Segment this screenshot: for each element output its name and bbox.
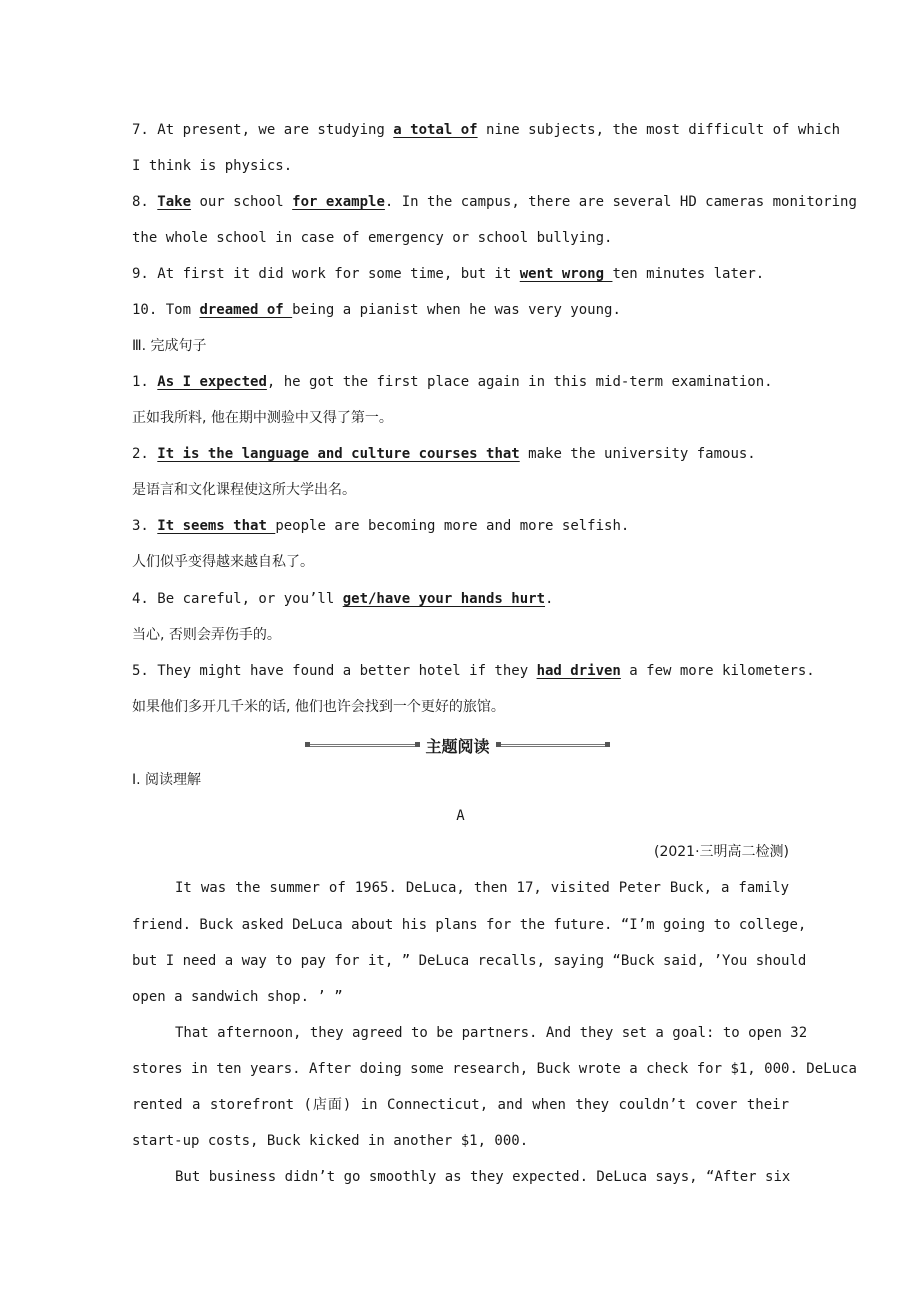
answer-blank: It seems that [157,518,276,534]
paragraph-line: rented a storefront (店面) in Connecticut, and when they couldn’t cover their [132,1097,789,1113]
passage-source: (2021·三明高二检测) [653,844,789,860]
section-3-heading: Ⅲ. 完成句子 [132,338,207,354]
item-text: , he got the first place again in this mid-term examination. [266,374,773,390]
sentence-5-chinese: 如果他们多开几千米的话, 他们也许会找到一个更好的旅馆。 [132,699,505,715]
item-number: 8. [132,194,158,210]
item-number: 3. [132,518,158,534]
answer-blank: dreamed of [199,302,293,318]
paragraph-line: but I need a way to pay for it, ” DeLuca recalls, saying “Buck said, ’You should [132,953,807,969]
item-7 [132,120,841,140]
item-number: 1. [132,374,158,390]
sentence-5 [132,661,815,681]
answer-blank: Take [157,194,192,210]
paragraph-line: It was the summer of 1965. DeLuca, then 17, visited Peter Buck, a family [175,880,789,896]
paragraph-line: open a sandwich shop. ’ ” [132,989,343,1005]
item-9 [132,264,789,284]
answer-blank: had driven [536,663,621,679]
sentence-4-chinese: 当心, 否则会弄伤手的。 [132,627,281,643]
sentence-1-chinese: 正如我所料, 他在期中测验中又得了第一。 [132,410,393,426]
item-text: our school [191,194,293,210]
answer-blank: went wrong [519,266,613,282]
item-number: 2. [132,446,158,462]
item-8 [132,192,857,212]
sentence-4 [132,589,789,609]
item-text: a few more kilometers. [620,663,815,679]
item-text: ten minutes later. [612,266,765,282]
section-banner [305,732,610,758]
item-7-cont: I think is physics. [132,158,293,174]
passage-label: A [456,808,465,824]
sentence-2-chinese: 是语言和文化课程使这所大学出名。 [132,482,356,498]
item-text: . In the campus, there are several HD cameras monitoring [384,194,857,210]
item-text: 9. At first it did work for some time, but it [132,266,520,282]
sentence-3-chinese: 人们似乎变得越来越自私了。 [132,554,314,570]
item-text: 5. They might have found a better hotel if they [132,663,537,679]
paragraph-line: start-up costs, Buck kicked in another $1, 000. [132,1133,529,1149]
answer-blank: get/have your hands hurt [342,591,546,607]
paragraph-line: That afternoon, they agreed to be partners. And they set a goal: to open 32 [175,1025,808,1041]
item-text: . [545,591,554,607]
answer-blank: As I expected [157,374,267,390]
sentence-1 [132,372,789,392]
answer-blank: for example [292,194,385,210]
item-8-cont: the whole school in case of emergency or school bullying. [132,230,613,246]
paragraph-line: stores in ten years. After doing some research, Buck wrote a check for $1, 000. DeLuca [132,1061,857,1077]
item-text: make the university famous. [519,446,756,462]
paragraph-line: friend. Buck asked DeLuca about his plans for the future. “I’m going to college, [132,917,807,933]
item-text: nine subjects, the most difficult of which [477,122,841,138]
reading-heading: Ⅰ. 阅读理解 [132,772,202,788]
answer-blank: It is the language and culture courses that [157,446,520,462]
answer-blank: a total of [393,122,478,138]
sentence-3 [132,516,789,536]
item-text: people are becoming more and more selfish. [275,518,630,534]
banner-rule-right [496,744,611,747]
item-text: 4. Be careful, or you’ll [132,591,343,607]
paragraph-line: But business didn’t go smoothly as they expected. DeLuca says, “After six [175,1169,791,1185]
item-text: 7. At present, we are studying [132,122,394,138]
item-10 [132,300,789,320]
item-text: 10. Tom [132,302,200,318]
item-text: being a pianist when he was very young. [292,302,621,318]
banner-title: 主题阅读 [425,736,490,756]
sentence-2 [132,444,789,464]
banner-rule-left [305,744,420,747]
